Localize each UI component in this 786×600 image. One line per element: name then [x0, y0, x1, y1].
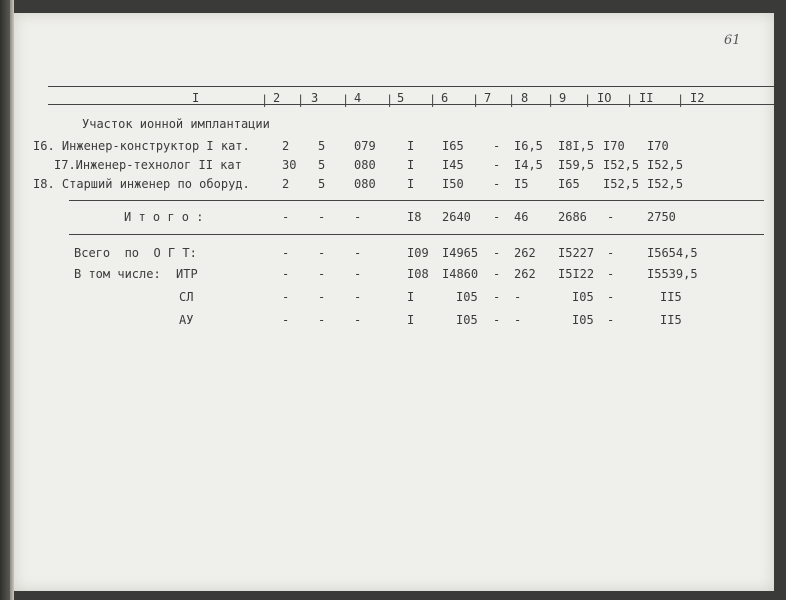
cell: I08 [407, 267, 429, 281]
header-col-12: I2 [690, 91, 705, 105]
cell: - [282, 210, 290, 224]
cell: I52,5 [647, 177, 684, 191]
subgroup-label: АУ [179, 313, 194, 327]
header-col-4: 4 [354, 91, 362, 105]
header-col-6: 6 [441, 91, 449, 105]
cell: 080 [354, 158, 376, 172]
header-col-9: 9 [559, 91, 567, 105]
including-label: В том числе: [74, 267, 161, 281]
cell: - [607, 246, 615, 260]
header-col-8: 8 [521, 91, 529, 105]
cell: I [407, 177, 415, 191]
cell: I [407, 139, 415, 153]
cell: 46 [514, 210, 529, 224]
cell: I6,5 [514, 139, 543, 153]
cell: - [493, 177, 501, 191]
cell: 5 [318, 139, 326, 153]
cell: I65 [558, 177, 580, 191]
cell: 2640 [442, 210, 471, 224]
row-label: I7.Инженер-технолог II кат [54, 158, 242, 172]
col-separator: | [508, 93, 516, 107]
cell: I4,5 [514, 158, 543, 172]
col-separator: | [584, 93, 592, 107]
header-col-1: I [192, 91, 200, 105]
cell: I5 [514, 177, 529, 191]
cell: - [354, 290, 362, 304]
row-label: I6. Инженер-конструктор I кат. [33, 139, 250, 153]
cell: I52,5 [603, 158, 640, 172]
cell: I65 [442, 139, 464, 153]
header-col-5: 5 [397, 91, 405, 105]
cell: I [407, 290, 415, 304]
cell: I45 [442, 158, 464, 172]
cell: - [282, 246, 290, 260]
cell: - [282, 267, 290, 281]
cell: I5539,5 [647, 267, 698, 281]
header-top-rule [48, 86, 774, 87]
subgroup-label: СЛ [179, 290, 194, 304]
cell: 262 [514, 246, 536, 260]
total-top-rule [69, 200, 764, 201]
total-bottom-rule [69, 234, 764, 235]
cell: - [282, 313, 290, 327]
header-col-7: 7 [484, 91, 492, 105]
cell: - [318, 267, 326, 281]
cell: - [318, 313, 326, 327]
cell: II5 [660, 290, 682, 304]
cell: - [493, 246, 501, 260]
cell: - [354, 267, 362, 281]
cell: I59,5 [558, 158, 595, 172]
cell: - [354, 246, 362, 260]
cell: I5227 [558, 246, 595, 260]
cell: I70 [647, 139, 669, 153]
header-col-2: 2 [273, 91, 281, 105]
cell: - [607, 313, 615, 327]
col-separator: | [297, 93, 305, 107]
page-number: 61 [724, 33, 741, 48]
cell: - [493, 313, 501, 327]
header-bottom-rule [48, 104, 774, 105]
cell: I52,5 [647, 158, 684, 172]
cell: - [493, 210, 501, 224]
header-col-10: IO [597, 91, 612, 105]
row-label: I8. Старший инженер по оборуд. [33, 177, 250, 191]
cell: 5 [318, 177, 326, 191]
cell: I52,5 [603, 177, 640, 191]
total-label: И т о г о : [124, 210, 204, 224]
cell: 30 [282, 158, 297, 172]
cell: - [514, 290, 522, 304]
section-title: Участок ионной имплантации [82, 117, 270, 131]
cell: I09 [407, 246, 429, 260]
cell: - [354, 313, 362, 327]
cell: - [493, 290, 501, 304]
cell: I05 [456, 313, 478, 327]
grand-total-label: Всего по О Г Т: [74, 246, 197, 260]
cell: - [354, 210, 362, 224]
document-page [14, 13, 774, 591]
col-separator: | [677, 93, 685, 107]
cell: - [607, 210, 615, 224]
cell: I [407, 313, 415, 327]
col-separator: | [342, 93, 350, 107]
cell: - [514, 313, 522, 327]
cell: - [282, 290, 290, 304]
cell: 2 [282, 139, 290, 153]
cell: I70 [603, 139, 625, 153]
cell: 262 [514, 267, 536, 281]
cell: - [318, 246, 326, 260]
cell: 2 [282, 177, 290, 191]
col-separator: | [429, 93, 437, 107]
cell: 2750 [647, 210, 676, 224]
cell: 079 [354, 139, 376, 153]
cell: - [493, 139, 501, 153]
col-separator: | [472, 93, 480, 107]
cell: I05 [572, 313, 594, 327]
cell: I8I,5 [558, 139, 595, 153]
cell: I5I22 [558, 267, 595, 281]
cell: I05 [572, 290, 594, 304]
header-col-3: 3 [311, 91, 319, 105]
col-separator: | [547, 93, 555, 107]
cell: I [407, 158, 415, 172]
cell: I8 [407, 210, 422, 224]
cell: - [607, 290, 615, 304]
col-separator: | [261, 93, 269, 107]
subgroup-label: ИТР [176, 267, 198, 281]
cell: I4860 [442, 267, 479, 281]
cell: I5654,5 [647, 246, 698, 260]
cell: 080 [354, 177, 376, 191]
cell: 5 [318, 158, 326, 172]
cell: - [493, 158, 501, 172]
cell: - [607, 267, 615, 281]
cell: I50 [442, 177, 464, 191]
cell: I05 [456, 290, 478, 304]
cell: II5 [660, 313, 682, 327]
cell: 2686 [558, 210, 587, 224]
cell: - [318, 210, 326, 224]
cell: - [318, 290, 326, 304]
cell: I4965 [442, 246, 479, 260]
header-col-11: II [639, 91, 654, 105]
col-separator: | [386, 93, 394, 107]
col-separator: | [626, 93, 634, 107]
cell: - [493, 267, 501, 281]
